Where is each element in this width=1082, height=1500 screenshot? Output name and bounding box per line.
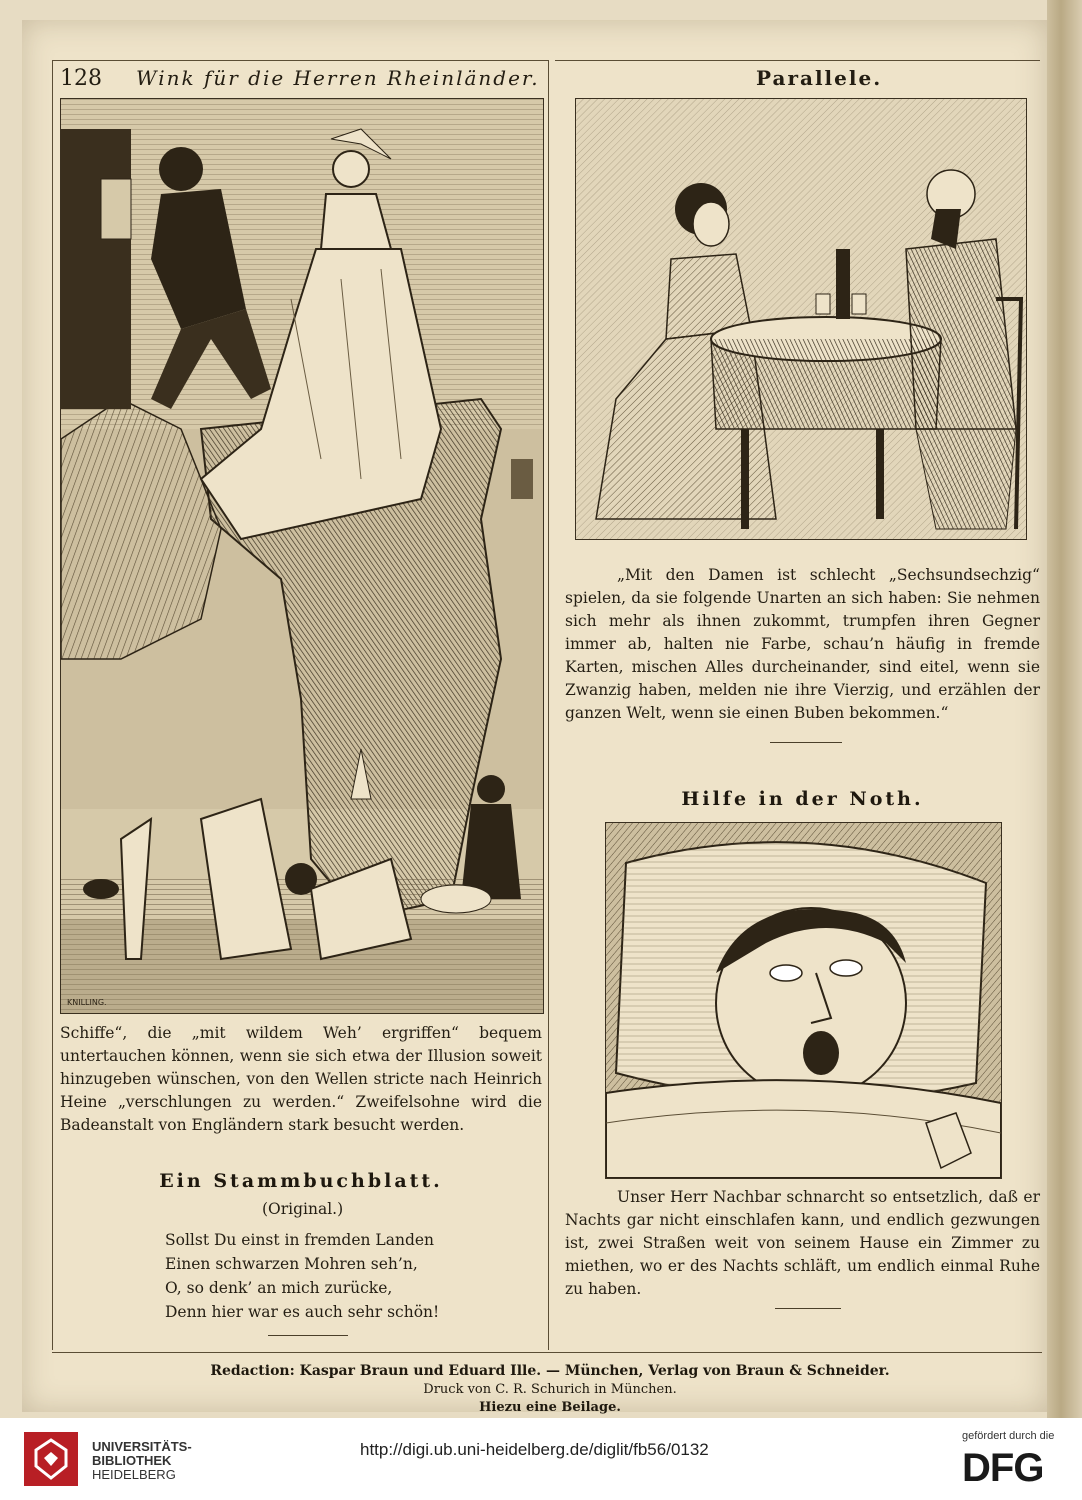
help-title: Hilfe in der Noth. <box>681 788 924 810</box>
closing-rule <box>775 1308 841 1309</box>
uni-line-1: UNIVERSITÄTS- <box>92 1439 192 1454</box>
parallele-text: „Mit den Damen ist schlecht „Sechsundsechzig“ spielen, da sie folgende Unarten an sich haben: Sie nehmen sich mehr als ihnen zukommt, trumpfen ihren Gegner immer ab, halten nie Farbe, schau’n häufig in fremde Karten, mischen Alles durcheinander, sind eitel, wenn sie Zwanzig haben, melden nie ihre Vierzig, und erzählen der ganzen Welt, wenn sie einen Buben bekommen.“ <box>565 566 1040 722</box>
imprint-supplement: Hiezu eine Beilage. <box>479 1400 621 1415</box>
column-divider <box>548 60 549 1350</box>
left-paragraph: Schiffe“, die „mit wildem Weh’ ergriffen“ bequem untertauchen können, wenn sie sich etwa der Illusion soweit hinzugeben wünschen, von den Wellen stricte nach Heinrich Heine „verschlungen zu werden.“ Zweifelsohne wird die Badeanstalt von Engländern stark besucht werden. <box>60 1024 542 1134</box>
funding-note: gefördert durch die <box>962 1430 1055 1442</box>
permalink-url[interactable]: http://digi.ub.uni-heidelberg.de/diglit/fb56/0132 <box>360 1440 709 1459</box>
page-edge <box>1047 0 1082 1418</box>
poem-line: Einen schwarzen Mohren seh’n, <box>165 1255 418 1273</box>
university-seal-icon[interactable] <box>22 1430 80 1488</box>
uni-line-2: BIBLIOTHEK <box>92 1453 172 1468</box>
top-rule-right <box>555 60 1040 61</box>
left-article-title: Wink für die Herren Rheinländer. <box>136 66 540 90</box>
poem-end-rule <box>268 1335 348 1336</box>
illustration-signature: KNILLING. <box>67 998 107 1007</box>
bottom-rule <box>52 1352 1042 1353</box>
university-library-name[interactable] <box>92 1440 192 1482</box>
page-number: 128 <box>60 66 102 91</box>
right-article-title: Parallele. <box>756 66 883 90</box>
snoring-man-illustration <box>605 822 1002 1179</box>
card-game-drawing <box>576 99 1026 539</box>
dfg-logo[interactable]: DFG <box>962 1446 1044 1490</box>
left-rule <box>52 60 53 1350</box>
card-game-illustration <box>575 98 1027 540</box>
poem-title: Ein Stammbuchblatt. <box>159 1170 443 1192</box>
poem-line: Sollst Du einst in fremden Landen <box>165 1231 435 1249</box>
top-rule-left <box>52 60 548 61</box>
poem-line: O, so denk’ an mich zurücke, <box>165 1279 393 1297</box>
imprint-printer: Druck von C. R. Schurich in München. <box>423 1382 677 1397</box>
rock-bathing-illustration <box>60 98 544 1014</box>
imprint-editors: Redaction: Kaspar Braun und Eduard Ille. — München, Verlag von Braun & Schneider. <box>210 1363 890 1379</box>
snoring-man-drawing <box>606 823 1001 1178</box>
poem-line: Denn hier war es auch sehr schön! <box>165 1303 440 1321</box>
help-text: Unser Herr Nachbar schnarcht so entsetzlich, daß er Nachts gar nicht einschlafen kann, und endlich gezwungen ist, zwei Straßen weit von seinem Hause ein Zimmer zu miethen, wo er des Nachts schläft, um endlich einmal Ruhe zu haben. <box>565 1188 1040 1298</box>
rock-illustration-drawing <box>61 99 543 1013</box>
poem <box>165 1228 439 1324</box>
uni-line-3: HEIDELBERG <box>92 1467 176 1482</box>
poem-subtitle: (Original.) <box>262 1200 344 1218</box>
section-divider <box>770 742 842 743</box>
